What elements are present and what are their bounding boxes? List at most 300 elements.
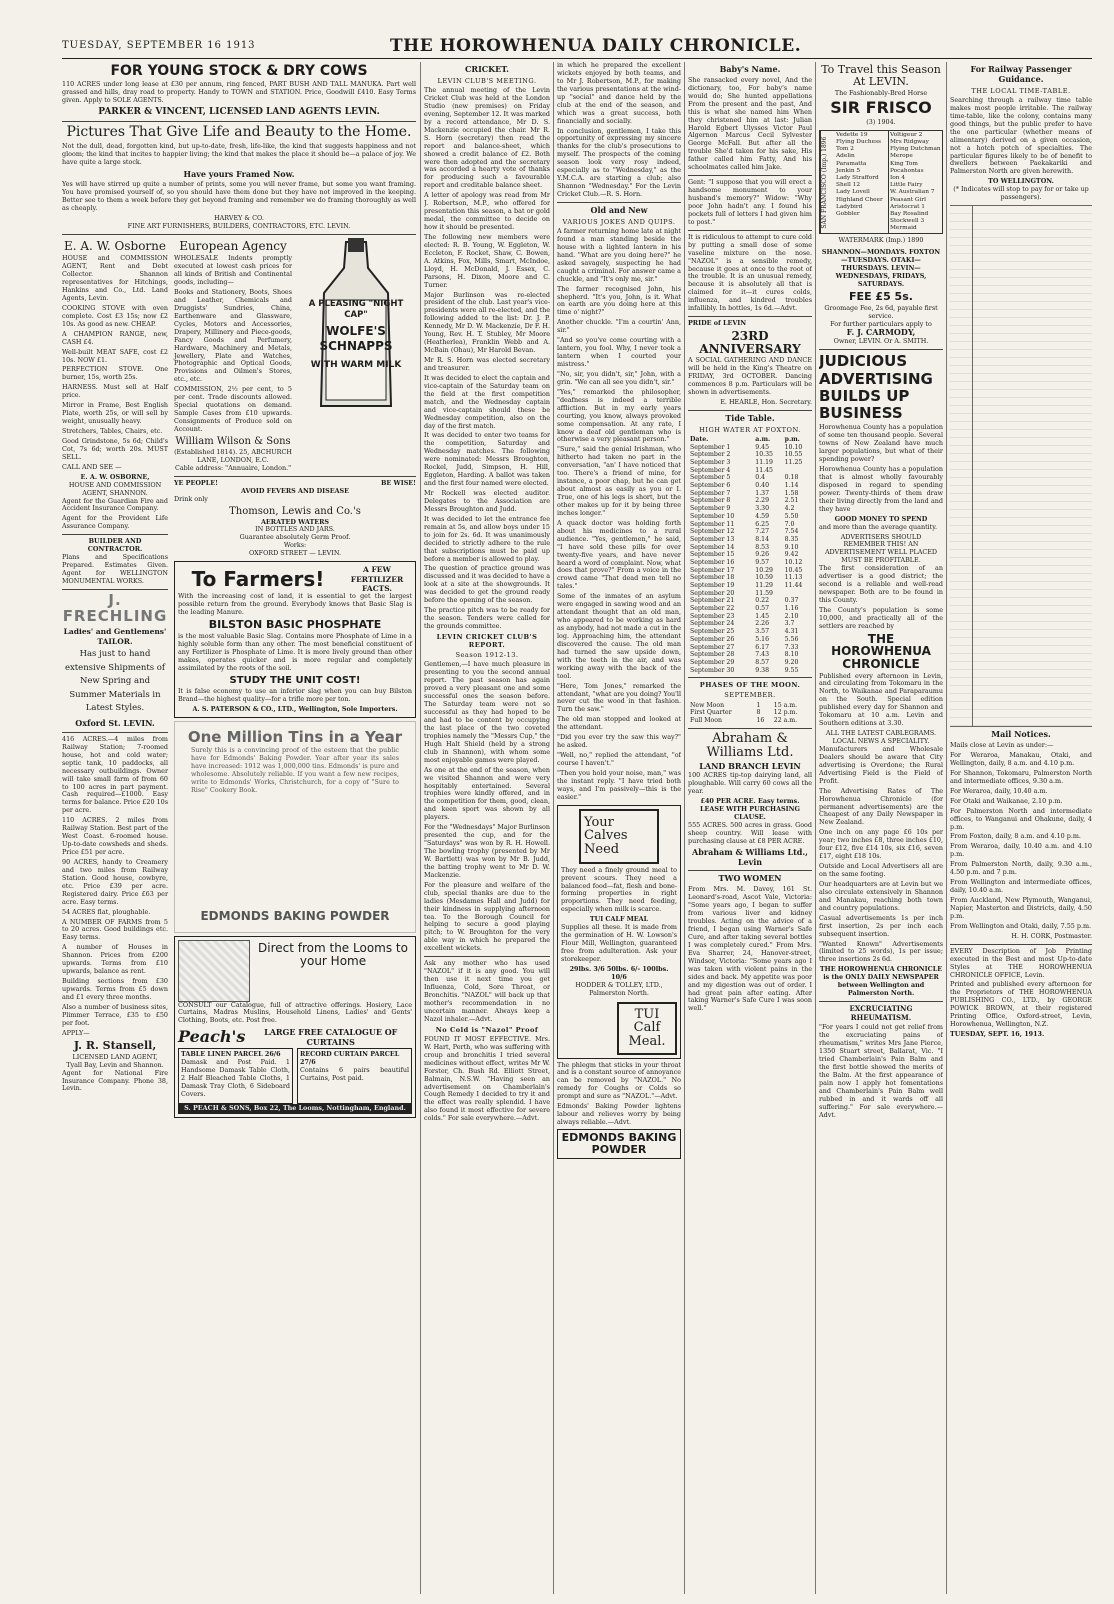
aw-listing-1: 100 ACRES tip-top dairying land, all ploughable. Will carry 60 cows all the year. (688, 771, 812, 796)
tide-cell: 9.57 (755, 558, 770, 566)
divider (688, 677, 812, 678)
tide-cell: 3.57 (755, 628, 770, 636)
avoid-fevers: AVOID FEVERS AND DISEASE (240, 486, 350, 495)
bilston-text: is the most valuable Basic Slag. Contains more Phosphate of Lime in a highly soluble form than any other. The most beneficial constituent of any Fertilizer is Phosphate of Lime. It is more lively ground than other makes, operates quicker and is more regular and completely assimilated by the roots of the soil. (178, 632, 412, 672)
baby-name-heading: Baby's Name. (719, 64, 781, 74)
framed-text: Yes will have stirred up quite a number of prints, some you will never frame, but some you want framing. You have promised yourself of, so you should have them done but they have not improved in the keeping. Better see to them a week before they get beyond framing and remember we do framing thoroughly as well as cheaply. (62, 180, 416, 213)
pedigree-entry: Aristocrat 1 (890, 203, 925, 210)
loom-illustration (178, 940, 250, 1002)
moon-cell: New Moon (690, 701, 725, 709)
tide-cell: 0.57 (755, 605, 770, 613)
railway-text: Searching through a railway time table makes most people irritable. The railway time-table, like the colony, contains many good things, but the public prefer to have the one particular (whether means of alimentary) derived on a given occasion, not a hotch potch of specialties. The particular figures likely to be of benefit to dwellers between Paekakariki and Palmerston North are given herewith. (950, 95, 1092, 176)
tide-cell: 7.27 (755, 528, 770, 536)
two-women-text: From Mrs. M. Davey, 161 St. Leonard's-road, Ascot Vale, Victoria: "Some years ago, I began to suffer from various liver and kidney troubles. Acting on the advice of a friend, I began using Warner's Safe Cure, and after taking several bottles I was completely cured." From Mrs. Eva Sharrer, 24, Hanover-street, Windsor, Victoria: "Some years ago I was taken with violent pains in the sides and back. My appetite was poor and my digestion was out of order. I had great pain after eating. After taking Warner's Safe Cure I was soon well." (688, 885, 812, 1013)
tide-row (688, 659, 812, 667)
osborne-intro: HOUSE and COMMISSION AGENT, Rent and Debt Collector. Shannon representatives for Hitchings, Hankins and Co., Ltd. Land Agents, Levin. (62, 254, 168, 302)
tide-row (688, 536, 812, 544)
pedigree-table (819, 130, 943, 235)
divider (819, 349, 943, 350)
imprint: Printed and published every afternoon for the Proprietors of THE HOROWHENUA PUBLISHING CO., LTD., by GEORGE POWICK BROWN, at their registered Printing Office, Oxford-street, Levin, Horowhenua, Wellington, N.Z. (950, 980, 1092, 1029)
cricket-continued: in which he prepared the excellent wickets enjoyed by both teams, and to Mr J. Robertson, M.P., for making the various presentations at the wind-up "social" and dance held by the club at the end of the season, and which was a great success, both financially and socially. (557, 62, 681, 125)
railway-heading: For Railway Passenger Guidance. (970, 64, 1072, 84)
divider (688, 410, 812, 411)
stud-fee: FEE £5 5s. (849, 290, 913, 304)
tide-row (688, 467, 812, 475)
mail-notice: For Weraroa, daily, 10.40 a.m. (950, 786, 1048, 795)
tide-row (688, 613, 812, 621)
fashion-bred: The Fashionably-Bred Horse (834, 89, 928, 98)
tide-cell: 7.43 (755, 651, 770, 659)
tide-row (688, 482, 812, 490)
moon-cell: 12 p.m. (773, 709, 798, 717)
chronicle-cables: ALL THE LATEST CABLEGRAMS. LOCAL NEWS A SPECIALITY. (825, 729, 937, 746)
tui-logo-box (617, 1002, 677, 1055)
anniversary: 23RD ANNIVERSARY (699, 329, 801, 356)
moon-row (688, 717, 812, 725)
tide-cell (783, 467, 812, 475)
tide-cell: September 10 (690, 512, 735, 520)
report-paragraph: As one at the end of the season, when we visited Shannon and were very hospitably entertained. Several trophies were kindly offered, and in the competition for them, good, clean, and keen sport was shown by all players. (424, 765, 550, 822)
pedigree-entry: Little Fairy (890, 182, 923, 189)
advertising-paragraph: Horowhenua County has a population of some ten thousand people. Several towns of New Zealand have much larger populations, but what of their spending power? (819, 423, 943, 464)
tide-cell: 2.51 (784, 497, 799, 505)
travel-heading: To Travel this Season At LEVIN. (821, 63, 941, 89)
tide-cell: 7.33 (784, 643, 799, 651)
peach-free-catalogue: LARGE FREE CATALOGUE OF CURTAINS (264, 1026, 398, 1047)
mail-heading: Mail Notices. (991, 729, 1051, 740)
pride-of-levin: PRIDE of LEVIN (688, 319, 747, 328)
joke-paragraph: "Here, Tom Jones," remarked the attendant, "what are you doing? You'll never cut the wood in that fashion. Turn the saw." (557, 681, 681, 714)
cricket-paragraph: Mr Rockell was elected auditor. Delegates to the Association are Messrs Broughton and Judd. (424, 489, 550, 513)
tide-row (688, 459, 812, 467)
tide-row (688, 444, 812, 452)
peach-headline: Direct from the Looms to your Home (258, 940, 408, 968)
tide-heading: Tide Table. (725, 412, 775, 423)
builder-heading: BUILDER AND CONTRACTOR. (87, 537, 143, 554)
chronicle-paragraph: Our headquarters are at Levin but we also circulate extensively in Shannon and Manakau, reaching both town and country populations. (819, 879, 943, 912)
column-rule (553, 62, 554, 1594)
tide-cell: 2.10 (784, 612, 799, 620)
to-wellington: TO WELLINGTON. (988, 177, 1054, 186)
tide-cell: 8.35 (784, 535, 799, 543)
tide-row (688, 620, 812, 628)
tide-cell: 1.45 (755, 612, 770, 620)
pedigree-entry: Bay Rosalind (890, 210, 929, 217)
osborne-item: Well-built MEAT SAFE, cost £2 10s. NOW £1. (62, 347, 168, 364)
tide-cell: 6.17 (755, 643, 770, 651)
carmody-name: F. J. CARMODY, (846, 327, 916, 338)
osborne-item: COOKING STOVE with oven complete. Cost £3 15s; now £2 10s. As good as new. CHEAP. (62, 303, 168, 328)
divider (62, 234, 416, 235)
wilson-name: William Wilson & Sons (175, 435, 291, 447)
pedigree-entry: Shell 12 (836, 182, 861, 189)
moon-cell: Full Moon (690, 717, 722, 725)
particulars-label: For further particulars apply to (830, 319, 932, 328)
tui-agents: HODDER & TOLLEY, LTD., Palmerston North. (575, 980, 663, 997)
pedigree-entry: Lady Strafford (836, 174, 879, 181)
property-listing: 110 ACRES under long lease at £30 per annum, ring fenced, PART BUSH AND TALL MANUKA. Part well grassed and hills, dray road to property. Handy to TOWN and STATION. Price, Goodwill £410. Easy Terms given. Apply to SOLE AGENTS. (62, 80, 416, 105)
cricket-paragraph: It was decided to enter two teams for the competition, Saturday and Wednesday matches. The following were nominated: Messrs Broughton, Rockel, Judd, Simpson, H. Hill, Eggleton, Harding. A ballot was taken and the first four named were elected. (424, 431, 550, 488)
stansell-subtitle: LICENSED LAND AGENT, (72, 1052, 158, 1061)
report-heading: LEVIN CRICKET CLUB'S REPORT. (436, 632, 538, 650)
tide-row (688, 559, 812, 567)
fertilizer-facts: A FEW FERTILIZER FACTS. (350, 565, 404, 593)
job-printing: EVERY Description of Job Printing executed in the Best and most Up-to-date Styles at THE HOROWHENUA CHRONICLE OFFICE, Levin. (950, 946, 1092, 979)
cricket-heading: CRICKET. (465, 64, 509, 74)
farm-listing: Building sections from £30 upwards. Terms from £5 down and £1 every three months. (62, 977, 168, 1001)
tide-cell: 1.14 (784, 482, 799, 490)
column-1 (62, 62, 416, 1594)
pedigree-entry: Paramatta (836, 160, 867, 167)
edmonds-text: Surely this is a convincing proof of the esteem that the public have for Edmonds' Baking Powder. Year after year its sales have increased: 1912 was 1,000,000 tins. Edmonds' is pure and wholesome. Absolutely reliable. If you want a few new recipes, write to Edmonds' Works, Christchurch, for a copy of "Sure to Rise" Cookery Book. (191, 746, 399, 794)
tide-cell: September 26 (690, 635, 735, 643)
osborne-agent: Agent for the Guardian Fire and Accident Insurance Company. (62, 496, 168, 513)
foaling-year: (3) 1904. (866, 117, 896, 126)
peach-address: S. PEACH & SONS, Box 22, The Looms, Nottingham, England. (178, 1104, 412, 1114)
tide-cell: 5.56 (784, 635, 799, 643)
timetable-grid (950, 205, 1092, 727)
tide-cell: September 12 (690, 528, 735, 536)
social-text: A SOCIAL GATHERING AND DANCE will be held in the King's Theatre on FRIDAY, 3rd OCTOBER. Dancing commences 8 p.m. Particulars will be shown in advertisements. (688, 356, 812, 397)
edmonds-brand: EDMONDS BAKING POWDER (200, 909, 390, 924)
rheumatism-heading: EXCRUCIATING RHEUMATISM. (849, 1004, 913, 1022)
drink-only: Drink only (174, 494, 208, 503)
timetable-subheading: THE LOCAL TIME-TABLE. (971, 86, 1071, 95)
tide-cell: September 5 (690, 474, 731, 482)
report-paragraph: For the pleasure and welfare of the club, special thanks are due to the ladies (Mesdames Hall and Judd) for their kindness in supplying afternoon tea. To the Borough Council for helping to secure a good playing pitch; to W. Broughton for the very able way in which he prepared the excellent wickets. (424, 880, 550, 953)
nazol-testimonial: FOUND IT MOST EFFECTIVE. Mrs. W. Hart, Perth, who was suffering with croup and bronchitis I tried several medicines without effect, writes Mr W. Forster, Ch. Bush Rd. Elliott Street, Balmain, N.S.W. "Having seen an advertisement on Chamberlain's Cough Remedy I decided to try it and the effect was really splendid. I have also found it most effective for severe colds." For sale everywhere.—Advt. (424, 1034, 550, 1123)
study-unit-cost: STUDY THE UNIT COST! (229, 674, 361, 686)
tide-cell: September 9 (690, 505, 731, 513)
parcel-1-title: TABLE LINEN PARCEL 26/6 (181, 1050, 281, 1059)
column-rule (420, 62, 421, 1594)
pedigree-entry: Flying Duchess (836, 139, 882, 146)
osborne-column (62, 238, 168, 1121)
farm-listing: A NUMBER OF FARMS from 5 to 20 acres. Good buildings etc. Easy terms. (62, 917, 168, 942)
tide-row (688, 597, 812, 605)
tide-cell: September 17 (690, 566, 735, 574)
tide-row (688, 474, 812, 482)
mail-notice: For Shannon, Tokomaru, Palmerston North and intermediate offices, 9.30 a.m. (950, 768, 1092, 785)
apply-label: APPLY— (62, 1028, 90, 1037)
report-paragraph: Gentlemen,—I have much pleasure in presenting to you the second annual report. The past season has again proved a very pleasant one and some successful ones the season before. The Saturday team were not so successful as they had hoped to be and had to be content by occupying the last place of the two coveted trophies namely the "Messrs Cup," the Hugh Halt Shield (held by a strong club in Shannon), with whom some most enjoyable games were played. (424, 660, 550, 764)
tide-cell: September 6 (690, 482, 731, 490)
tide-cell: 0.22 (755, 597, 770, 605)
pedigree-entry: Voltigeur 2 (890, 131, 923, 138)
tide-cell: September 18 (690, 574, 735, 582)
pedigree-entry: Ion 4 (890, 174, 906, 181)
divider (950, 944, 1092, 945)
tailor-text: Has just to hand extensive Shipments of New Spring and Summer Materials in Latest Styles. (64, 649, 166, 714)
tide-cell: 7.0 (784, 520, 795, 528)
tide-cell: 9.42 (784, 551, 799, 559)
bilston-brand: BILSTON BASIC PHOSPHATE (208, 617, 382, 631)
moon-cell: 22 a.m. (773, 717, 798, 725)
column-7 (950, 62, 1092, 1594)
pedigree-entry: Lady Lovell (836, 189, 870, 196)
bottle-label (296, 299, 416, 371)
tide-cell: 6.25 (755, 520, 770, 528)
edmonds-mini-brand: EDMONDS BAKING POWDER (557, 1129, 681, 1159)
osborne-item: HARNESS. Must sell at Half price. (62, 383, 168, 400)
osborne-title: E. A. W. Osborne (63, 239, 167, 254)
tide-cell: 2.26 (755, 620, 770, 628)
paterson-importers: A. S. PATERSON & CO., LTD., Wellington, Sole Importers. (192, 704, 398, 713)
tide-cell: 2.29 (755, 497, 770, 505)
osborne-item: CALL AND SEE — (62, 462, 122, 471)
tui-text: Supplies all these. It is made from the germination of H. W. Lowson's Flour Mill, Wellington, guaranteed free from adulteration. Ask your storekeeper. (561, 923, 677, 963)
farm-listing: 110 ACRES. 2 miles from Railway Station. Best part of the West Coast. 6-roomed house. Up-to-date cowsheds and sheds. Price £51 per acre. (62, 816, 168, 856)
pedigree-entry: Pocahontas (890, 167, 924, 174)
tide-row (688, 667, 812, 675)
joke-paragraph: Another chuckle. "I'm a courtin' Ann, sir." (557, 318, 681, 335)
aw-branch: LAND BRANCH LEVIN (699, 761, 801, 772)
tide-cell: 8.53 (755, 543, 770, 551)
chronicle-title: THE HOROWHENUA CHRONICLE (831, 631, 931, 671)
tide-cell: 11.29 (755, 582, 773, 590)
osborne-agent-life: Agent for the Provident Life Assurance Company. (62, 514, 168, 531)
tide-cell: 4.59 (755, 512, 770, 520)
tide-cell: 8.14 (755, 535, 770, 543)
pictures-text: Not the dull, dead, forgotten kind, but up-to-date, fresh, life-like, the kind that suggests happiness and not gloom; the kind that incites to happier living; the kind that makes the place it should be—a palace of joy. We have quite a large stock. (62, 141, 416, 166)
nazol-ridiculous: It is ridiculous to attempt to cure cold by putting a small dose of some vaseline mixture on the nose. "NAZOL" is a sensible remedy, because it goes at once to the root of the trouble. It is an unusual remedy, because it is absolutely all that is claimed for it—it cures colds, influenza, and kindred troubles infallibly. In bottles, 1s 6d.—Advt. (688, 232, 812, 313)
moon-cell: 8 (756, 709, 761, 717)
osborne-item: Good Grindstone, 5s 6d; Child's Cot, 7s 6d; worth 20s. MUST SELL. (62, 436, 168, 461)
advertising-paragraph: and more than the average quantity. (819, 522, 938, 531)
chronicle-paragraph: Casual advertisements 1s per inch first insertion, 2s per inch each subsequent insertion. (819, 913, 943, 938)
pedigree-entry: W. Australian 7 (890, 189, 935, 196)
farmers-text: With the increasing cost of land, it is essential to get the largest possible return from the ground. Everybody knows that Basic Slag is the leading Manure. (178, 592, 412, 616)
tide-cell: 8.57 (755, 658, 770, 666)
tide-row (688, 651, 812, 659)
calves-title: Your Calves Need (584, 814, 628, 857)
column-2 (174, 238, 416, 1121)
joke-paragraph: The farmer recognised John, his shepherd. "It's you, John, is it. What on earth are you doing here at this time o' night?" (557, 284, 681, 317)
dam-line: WATERMARK (Imp.) 1890 (838, 236, 924, 245)
tide-cell: 3.30 (755, 505, 770, 513)
rheumatism-text: "For years I could not get relief from the excruciating pains of rheumatism," writes Mrs Jane Pierce, 1350 Stuart street, Ballarat, Vic. "I tried Chamberlain's Pain Balm and the first bottle showed the merits of the Balm. At the first appearance of pain now I apply hot fomentations and Chamberlain's Pain Balm well rubbed in and it wards off all suffering." For sale everywhere.—Advt. (819, 1023, 943, 1119)
edmonds-mini-advert: Edmonds' Baking Powder lightens labour and relieves worry by being always reliable.—Advt. (557, 1102, 681, 1127)
tide-row (688, 505, 812, 513)
hearle-secretary: E. HEARLE, Hon. Secretary. (720, 397, 812, 406)
tide-cell: September 4 (690, 466, 731, 474)
tide-cell: September 23 (690, 612, 735, 620)
tide-cell: 1.37 (755, 489, 770, 497)
tide-cell: 9.55 (784, 666, 799, 674)
tide-cell: 9.26 (755, 551, 770, 559)
study-text: It is false economy to use an inferior slag when you can buy Bilston Brand—the highest quality—for a trifle more per ton. (178, 686, 412, 703)
tide-cell: 10.35 (755, 451, 773, 459)
tide-cell: September 24 (690, 620, 735, 628)
imprint-date: TUESDAY, SEPT. 16, 1913. (950, 1030, 1045, 1039)
european-text: WHOLESALE Indents promptly executed at lowest cash prices for all kinds of British and Continental goods, including— (174, 254, 292, 287)
parker-vincent-agents: PARKER & VINCENT, LICENSED LAND AGENTS LEVIN. (98, 107, 380, 118)
tide-subheading: HIGH WATER AT FOXTON. (699, 425, 801, 434)
peach-brand: Peach's (178, 1027, 246, 1047)
pedigree-entry: Mermaid (890, 225, 917, 232)
osborne-sign-sub: HOUSE AND COMMISSION AGENT, SHANNON. (68, 480, 162, 497)
tide-row (688, 582, 812, 590)
phlegm-advert: The phlegm that sticks in your throat and is a constant source of annoyance can be removed by "NAZOL." No remedy for Coughs or Colds so prompt and sure as "NAZOL."—Advt. (557, 1060, 681, 1101)
column-5 (688, 62, 812, 1594)
pedigree-entry: Merope (890, 153, 913, 160)
tide-cell: September 8 (690, 497, 731, 505)
pedigree-entry: Vedette 19 (836, 131, 868, 138)
divider (557, 202, 681, 203)
judicious-headline: JUDICIOUS ADVERTISING BUILDS UP BUSINESS (819, 352, 933, 423)
stansell-name: J. R. Stansell, (73, 1038, 157, 1052)
tide-cell: 10.29 (755, 566, 773, 574)
tide-cell: September 1 (690, 443, 731, 451)
joke-paragraph: "No, sir, you didn't, sir," John, with a grin. "We can all see you didn't, sir." (557, 369, 681, 386)
cricket-paragraph: The following new members were elected: R. B. Young, W. Eggleton, W. Eccleton, F. Rocket, Shaw, C. Bowen, A. Atkins, Fox, Mills, Smart, McIndoe, Lloyd, H. McDonald, J. Essex, C. Parsons, H. Dixon, Moore and C. Turner. (424, 232, 550, 289)
moon-row (688, 709, 812, 717)
tide-cell: 4.31 (784, 628, 799, 636)
postmaster: H. H. CORK, Postmaster. (1011, 931, 1092, 940)
bottles-jars: IN BOTTLES AND JARS. (255, 525, 335, 534)
aw-listing-2: 555 ACRES. 500 acres in grass. Good sheep country. Will lease with purchasing clause at £8 PER ACRE. (688, 820, 812, 845)
tide-cell: 10.45 (784, 566, 803, 574)
divider (62, 589, 168, 590)
tide-cell (783, 590, 812, 598)
moon-cell: 15 a.m. (773, 701, 798, 709)
nazol-advert: Ask any mother who has used "NAZOL" if it is any good. You will then use it next time you get Influenza, Cold, Sore Throat, or Bronchitis. "NAZOL" will back up that mother's recommendation in no uncertain manner. Always keep a Nazol inhaler.—Advt. (424, 959, 550, 1023)
column-6 (819, 62, 943, 1594)
tide-cell: 11.13 (784, 574, 803, 582)
aw-sign: Abraham & Williams Ltd., Levin (692, 846, 808, 867)
wilson-address: (Established 1814). 25, ABCHURCH LANE, LONDON, E.C. (174, 447, 292, 464)
wolfes-ad (296, 238, 416, 473)
tide-row (688, 628, 812, 636)
newspaper-title: THE HOROWHENUA DAILY CHRONICLE. (390, 36, 802, 56)
moon-cell: 16 (756, 717, 765, 725)
divider (62, 732, 168, 733)
joke-paragraph: "Yes," remarked the philosopher, "deafness is indeed a terrible affliction. But in my early years courting, you know, always provoked some compensation. At any rate, I know a deaf old gentleman who is otherwise a very pleasant person." (557, 387, 681, 444)
tide-cell: 9.38 (755, 666, 770, 674)
tide-row (688, 574, 812, 582)
tide-cell: September 29 (690, 658, 735, 666)
good-money: GOOD MONEY TO SPEND (834, 514, 928, 523)
two-women-heading: TWO WOMEN (718, 873, 782, 884)
col1-lower (62, 238, 416, 1121)
mail-notice: From Wellington and Otaki, daily, 7.55 p.m. (950, 921, 1092, 930)
tide-cell: 4.2 (784, 505, 795, 513)
joke-paragraph: "And so you've come courting with a lantern, you fool. Why, I never took a lantern when I courted your mistress." (557, 336, 681, 369)
mail-notice: For Palmerston North and intermediate offices, to Wanganui and Ohakune, daily, 4 p.m. (950, 806, 1092, 831)
tide-cell: 11.19 (755, 459, 773, 467)
parcel-1-items: Damask and Post Paid. 1 Handsome Damask Table Cloth, 2 Half Bleached Table Cloths, 1 Damask Tray Cloth, 6 Sideboard Covers. (181, 1058, 290, 1098)
tide-cell: 0.37 (784, 597, 799, 605)
tide-row (688, 544, 812, 552)
wilson-cable: Cable address: "Annuaire, London." (174, 463, 292, 472)
mail-notice: From Weraroa, daily, 10.40 a.m. and 4.10 p.m. (950, 842, 1092, 859)
nazol-heading: No Cold is "Nazol" Proof (435, 1025, 539, 1034)
divider (688, 728, 812, 729)
column-rule (815, 62, 816, 1594)
osborne-item: PERFECTION STOVE. One burner, 15s, worth 25s. (62, 365, 168, 382)
aw-title: Abraham & Williams Ltd. (706, 730, 794, 760)
tailor-address: Oxford St. LEVIN. (75, 717, 155, 728)
moon-row (688, 702, 812, 710)
tide-cell: 10.12 (784, 558, 803, 566)
farmers-title: To Farmers! (191, 566, 325, 591)
tide-row (688, 636, 812, 644)
cricket-continued: In conclusion, gentlemen, I take this opportunity of expressing my sincere thanks for the club's prosecutions to myself. The prospects of the coming season look very rosy indeed, especially as to "Wednesday," as the Y.M.C.A. are starting a club; also Shannon "Wednesday." For the Levin Cricket Club.—R. S. Horn. (557, 126, 681, 198)
column-4 (557, 62, 681, 1594)
cricket-paragraph: It was decided to elect the captain and vice-captain of the Saturday team on the field at the first competition match, and the Wednesday captain and vice-captain should these be Wednesday competition, also on the day of the first match. (424, 373, 550, 430)
tide-row (688, 605, 812, 613)
joke-paragraph: The old man stopped and looked at the attendant. (557, 715, 681, 732)
mail-notice: From Wellington and intermediate offices, daily, 10.40 a.m. (950, 878, 1092, 895)
tide-cell: September 15 (690, 551, 735, 559)
mail-notice: From Auckland, New Plymouth, Wanganui, Napier, Masterton and Districts, daily, 4.50 p.m. (950, 896, 1092, 920)
chronicle-paragraph: The Advertising Rates of The Horowhenua Chronicle (for permanent advertisements) are the Cheapest of any Daily Newspaper in New Zealand. (819, 786, 943, 827)
masthead (62, 36, 1092, 59)
report-season: Season 1912-13. (455, 651, 519, 660)
carmody-sub: Owner, LEVIN. Or A. SMITH. (833, 337, 929, 346)
tailor-heading: Ladies' and Gentlemens' TAILOR. (63, 627, 167, 646)
tide-cell: September 2 (690, 451, 731, 459)
tide-cell: September 25 (690, 628, 735, 636)
divider (688, 230, 812, 231)
tide-cell: 10.10 (784, 443, 803, 451)
tide-cell: 5.50 (784, 512, 799, 520)
cricket-paragraph: The practice pitch was to be ready for the season. Tenders were called for the grounds committee. (424, 606, 550, 631)
joke-paragraph: "Did you ever try the saw this way?" he asked. (557, 733, 681, 750)
tide-cell: 1.16 (784, 605, 799, 613)
tide-row (688, 490, 812, 498)
moon-heading: PHASES OF THE MOON. (699, 681, 801, 690)
edmonds-ad (174, 721, 416, 933)
column-rule (684, 62, 685, 1594)
tide-cell: 9.10 (784, 543, 799, 551)
be-wise: BE WISE! (381, 478, 416, 487)
gent-joke: Gent: "I suppose that you will erect a handsome monument to your husband's memory?" Widow: "Why poor John hadn't any. I found his pockets full of letters I had given him to post." (688, 178, 812, 226)
tide-row (688, 644, 812, 652)
tide-cell: September 19 (690, 582, 735, 590)
divider (688, 316, 812, 317)
joke-paragraph: "Sure," said the genial Irishman, who hitherto had taken no part in the conversation, "an' I have noticed that too. There's a friend of mine, for instance, a poor chap, but he can get about almost as easily as you or I. True, one of his legs is short, but the other makes up for it by being three inches longer." (557, 445, 681, 517)
pedigree-entry: Adelin (836, 153, 855, 160)
farm-listing: 90 ACRES, handy to Creamery and two miles from Railway Station. Good house, cowbyre, etc. Price £39 per acre. Registered dairy. Price £63 per acre. Easy terms. (62, 857, 168, 906)
harvey-subtitle: FINE ART FURNISHERS, BUILDERS, CONTRACTORS, ETC. LEVIN. (127, 222, 351, 231)
moon-month: SEPTEMBER. (724, 691, 776, 700)
osborne-sign: E. A. W. OSBORNE, (80, 472, 150, 481)
farm-listing: 54 ACRES flat, ploughable. (62, 907, 151, 916)
tui-prices: 29lbs. 3/6 50lbs. 6/- 100lbs. 10/6 (569, 964, 669, 981)
column-3 (424, 62, 550, 1594)
cricket-paragraph: The question of practice ground was discussed and it was decided to have a look at a site at the showgrounds. It was decided to get the ground ready before the opening of the season. (424, 564, 550, 605)
tide-cell: 11.44 (784, 582, 803, 590)
tide-cell: 1.58 (784, 489, 799, 497)
farmers-ad (174, 561, 416, 717)
pedigree-entry: Gobbler (836, 210, 860, 217)
cricket-paragraph: Major Burlinson was re-elected president of the club. Last year's vice-presidents were all re-elected, and the following added to the list: Dr. J. P. Kennedy, Mr D. W. Mackenzie, Dr F. H. Young, Rev. H. T. Stubley, Mr Moore (Heatherlea), Franklin Webb and A. McBain (Ohau), Mr Harold Bevan. (424, 290, 550, 355)
chronicle-paragraph: "Wanted Known" Advertisements (limited to 25 words), 1s per issue; three insertions 2s 6d. (819, 939, 943, 964)
advertising-paragraph: The County's population is some 10,000, and practically all of the settlers are reached by (819, 605, 943, 630)
tide-cell: 11.59 (755, 589, 773, 597)
builder-text: Plans and Specifications Prepared. Estimates Given. Agent for WELLINGTON MONUMENTAL WORKS. (62, 553, 168, 585)
mail-notice: For Otaki and Waikanae, 2.10 p.m. (950, 796, 1063, 805)
joke-paragraph: "Then you hold your noise, man," was the instant reply. "I have tried both ways, and I'm passively—this is the easier." (557, 768, 681, 801)
pedigree-entry: Ladybird (836, 203, 863, 210)
tide-row (688, 528, 812, 536)
european-agency-ad (174, 238, 292, 473)
joke-paragraph: "Well, no," replied the attendant, "of course I haven't." (557, 751, 681, 768)
pedigree-left (835, 131, 889, 234)
issue-date: TUESDAY, SEPTEMBER 16 1913 (62, 40, 256, 51)
old-new-heading: Old and New (590, 204, 648, 215)
